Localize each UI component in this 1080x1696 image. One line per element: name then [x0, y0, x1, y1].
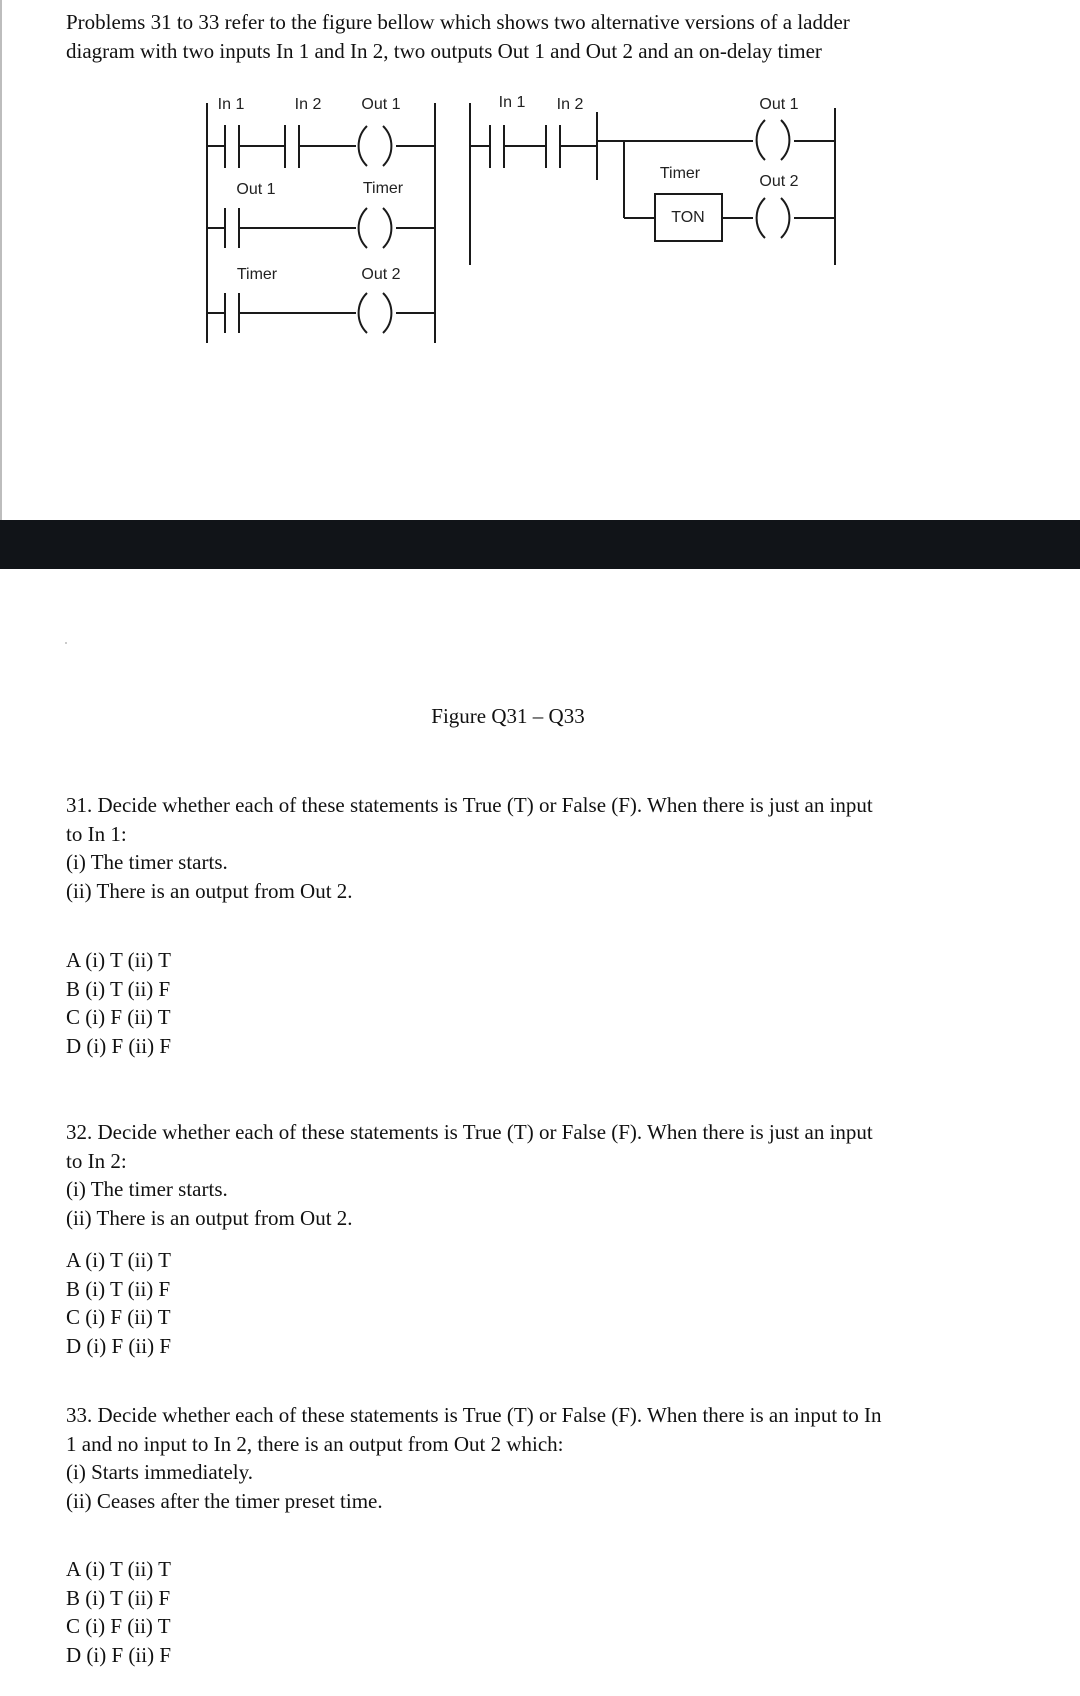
label-timer-coil: Timer — [362, 180, 404, 197]
question-33-line-3: (i) Starts immediately. — [66, 1460, 254, 1484]
option-a[interactable]: A (i) T (ii) T — [66, 1248, 171, 1272]
right-coil-out2-left-arc — [757, 198, 765, 238]
right-label-timer: Timer — [659, 165, 701, 182]
question-32-line-4: (ii) There is an output from Out 2. — [66, 1205, 353, 1230]
coil-out1-right-arc — [383, 126, 391, 166]
coil-out1-left-arc — [359, 126, 367, 166]
right-ladder — [470, 94, 835, 265]
ladder-diagram-figure — [0, 0, 1080, 365]
ladder-diagram-svg — [0, 0, 1080, 360]
stray-dot — [65, 642, 67, 644]
label-out2-coil: Out 2 — [361, 266, 401, 283]
option-b[interactable]: B (i) T (ii) F — [66, 976, 171, 1001]
option-a[interactable]: A (i) T (ii) T — [66, 1557, 171, 1581]
question-31 — [66, 791, 986, 905]
question-33-line-1: 33. Decide whether each of these statements is True (T) or False (F). When there is an input to In — [66, 1403, 882, 1427]
option-d[interactable]: D (i) F (ii) F — [66, 1642, 171, 1667]
coil-out2-left-arc — [359, 293, 367, 333]
black-separator-band — [0, 520, 1080, 569]
question-33-line-2: 1 and no input to In 2, there is an output from Out 2 which: — [66, 1431, 564, 1456]
option-c[interactable]: C (i) F (ii) T — [66, 1614, 171, 1638]
question-33 — [66, 1401, 986, 1515]
label-out1: Out 1 — [361, 96, 401, 113]
question-32-line-1: 32. Decide whether each of these statements is True (T) or False (F). When there is just an input — [66, 1120, 873, 1144]
option-d[interactable]: D (i) F (ii) F — [66, 1333, 171, 1358]
label-out1-contact: Out 1 — [236, 181, 276, 198]
question-31-line-3: (i) The timer starts. — [66, 850, 228, 874]
intro-line-1: Problems 31 to 33 refer to the figure bellow which shows two alternative versions of a ladder — [66, 10, 850, 34]
question-31-line-1: 31. Decide whether each of these statements is True (T) or False (F). When there is just an input — [66, 793, 873, 817]
right-coil-out1-left-arc — [757, 120, 765, 160]
question-32-options — [66, 1246, 171, 1360]
label-in1: In 1 — [217, 96, 245, 113]
question-32-line-3: (i) The timer starts. — [66, 1177, 228, 1201]
right-label-ton: TON — [671, 209, 705, 226]
right-coil-out2-right-arc — [781, 198, 789, 238]
left-ladder — [207, 96, 435, 343]
intro-line-2: diagram with two inputs In 1 and In 2, two outputs Out 1 and Out 2 and an on-delay timer — [66, 39, 822, 63]
figure-caption: Figure Q31 – Q33 — [431, 704, 585, 728]
question-33-line-4: (ii) Ceases after the timer preset time. — [66, 1488, 383, 1513]
left-rung-2 — [207, 180, 435, 248]
option-a[interactable]: A (i) T (ii) T — [66, 948, 171, 972]
coil-timer-right-arc — [383, 208, 391, 248]
left-rung-3 — [207, 266, 435, 333]
left-rung-1 — [207, 96, 435, 168]
option-b[interactable]: B (i) T (ii) F — [66, 1585, 171, 1610]
question-32 — [66, 1118, 986, 1232]
option-d[interactable]: D (i) F (ii) F — [66, 1033, 171, 1058]
right-label-out2: Out 2 — [759, 173, 799, 190]
question-31-line-2: to In 1: — [66, 821, 127, 846]
option-c[interactable]: C (i) F (ii) T — [66, 1005, 171, 1029]
right-label-out1: Out 1 — [759, 96, 799, 113]
question-31-options — [66, 946, 171, 1060]
right-label-in1: In 1 — [498, 94, 526, 111]
label-timer-contact: Timer — [236, 266, 278, 283]
option-b[interactable]: B (i) T (ii) F — [66, 1276, 171, 1301]
question-32-line-2: to In 2: — [66, 1148, 127, 1173]
right-label-in2: In 2 — [556, 96, 584, 113]
question-33-options — [66, 1555, 171, 1669]
option-c[interactable]: C (i) F (ii) T — [66, 1305, 171, 1329]
coil-timer-left-arc — [359, 208, 367, 248]
right-coil-out1-right-arc — [781, 120, 789, 160]
coil-out2-right-arc — [383, 293, 391, 333]
label-in2: In 2 — [294, 96, 322, 113]
question-31-line-4: (ii) There is an output from Out 2. — [66, 878, 353, 903]
